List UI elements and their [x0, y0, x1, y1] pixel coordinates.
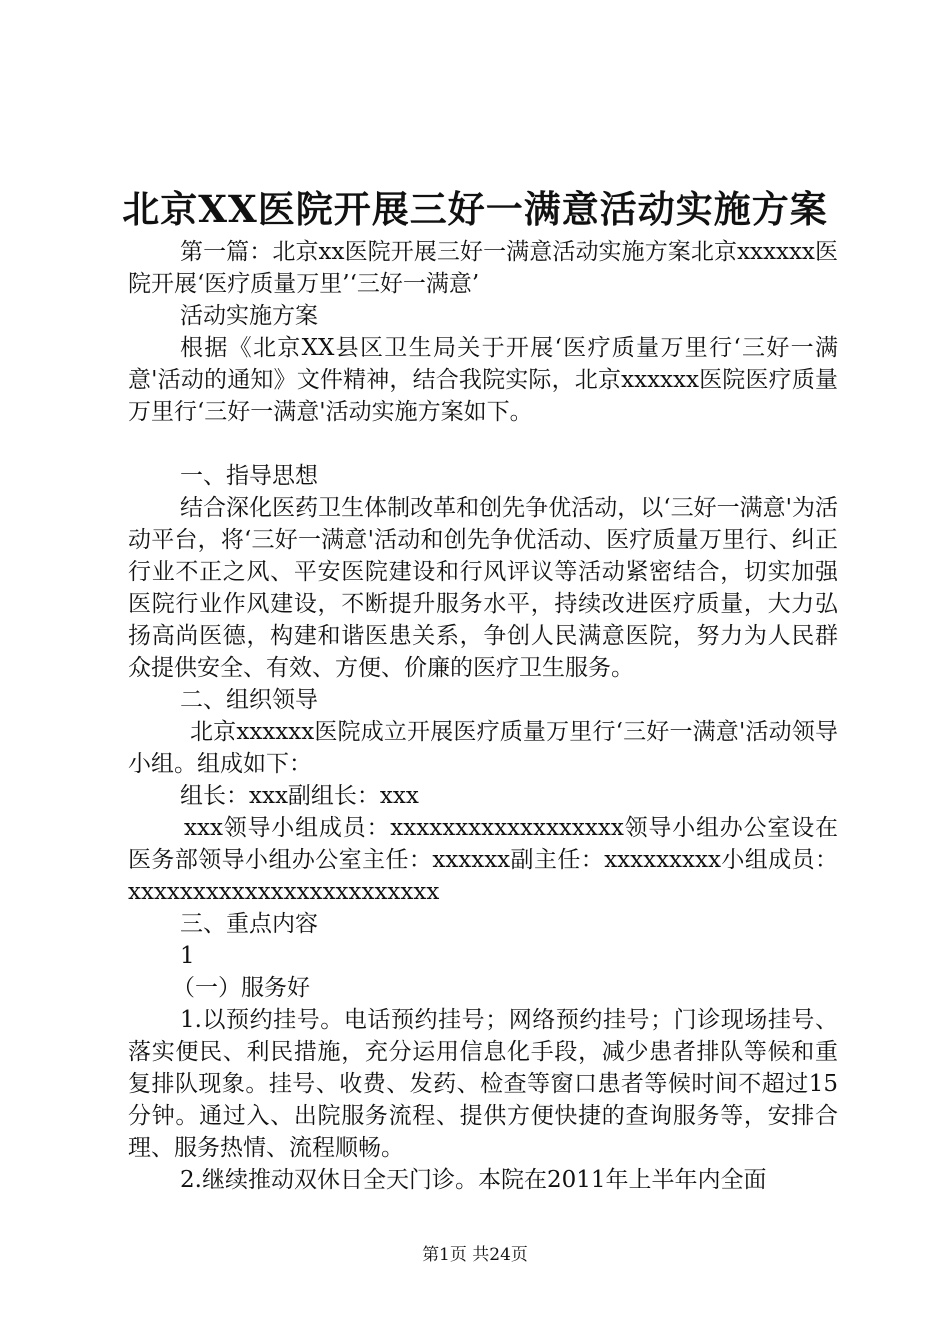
- heading-organization: 二、组织领导: [180, 687, 318, 713]
- paragraph-basis: 根据《北京XX县区卫生局关于开展‘医疗质量万里行‘三好一满意'活动的通知》文件精神，结合我院实际，北京xxxxxx医院医疗质量万里行‘三好一满意'活动实施方案如下。: [128, 335, 838, 425]
- paragraph-intro: 第一篇：北京xx医院开展三好一满意活动实施方案北京xxxxxx医院开展‘医疗质量万里’‘三好一满意’: [128, 239, 838, 297]
- heading-guiding-thought: 一、指导思想: [180, 463, 318, 489]
- paragraph-group-leader: 组长：xxx副组长：xxx: [180, 783, 419, 809]
- paragraph-guiding-thought: 结合深化医药卫生体制改革和创先争优活动，以‘三好一满意'为活动平台，将‘三好一满意'活动和创先争优活动、医疗质量万里行、纠正行业不正之风、平安医院建设和行风评议等活动紧密结合，切实加强医院行业作风建设，不断提升服务水平，持续改进医疗质量，大力弘扬高尚医德，构建和谐医患关系，争创人民满意医院，努力为人民群众提供安全、有效、方便、价廉的医疗卫生服务。: [128, 495, 838, 681]
- blank-line: [128, 428, 838, 460]
- paragraph-intro-cont: 活动实施方案: [180, 303, 318, 329]
- heading-good-service: （一）服务好: [172, 975, 310, 1001]
- document-body: [128, 236, 838, 1196]
- paragraph-number: 1: [180, 943, 195, 969]
- page-footer: 第1页 共24页: [422, 1245, 528, 1265]
- paragraph-group-members: xxx领导小组成员：xxxxxxxxxxxxxxxxxx领导小组办公室设在医务部领导小组办公室主任：xxxxxx副主任：xxxxxxxxx小组成员：xxxxxxxxxxxxxxxxxxxxxxxx: [128, 815, 838, 905]
- document-title: 北京XX医院开展三好一满意活动实施方案: [122, 187, 828, 231]
- paragraph-organization: 北京xxxxxx医院成立开展医疗质量万里行‘三好一满意'活动领导小组。组成如下：: [128, 719, 838, 777]
- paragraph-item-1: 1.以预约挂号。电话预约挂号；网络预约挂号；门诊现场挂号、落实便民、利民措施，充分运用信息化手段，减少患者排队等候和重复排队现象。挂号、收费、发药、检查等窗口患者等候时间不超过15分钟。通过入、出院服务流程、提供方便快捷的查询服务等，安排合理、服务热情、流程顺畅。: [128, 1007, 838, 1161]
- paragraph-item-2: 2.继续推动双休日全天门诊。本院在2011年上半年内全面: [180, 1167, 767, 1193]
- heading-key-content: 三、重点内容: [180, 911, 318, 937]
